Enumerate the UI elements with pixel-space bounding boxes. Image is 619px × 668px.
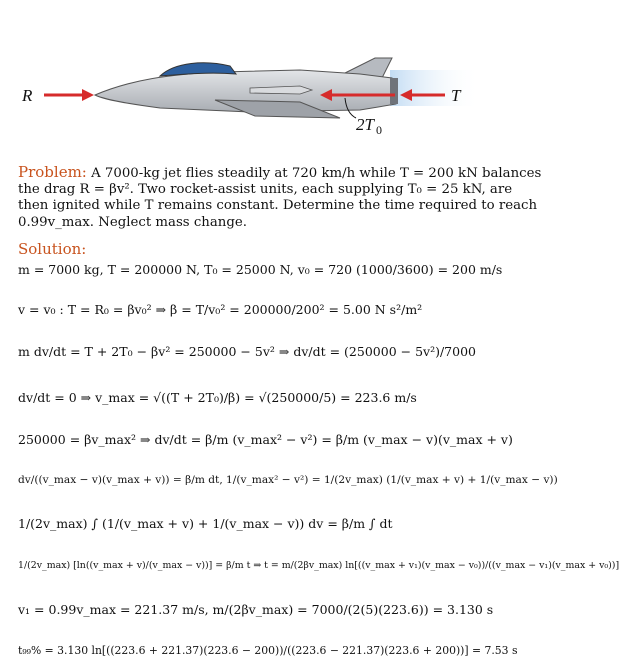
equation-1: m = 7000 kg, T = 200000 N, T₀ = 25000 N, v₀ = 720 (1000/3600) = 200 m/s [18, 262, 503, 277]
equation-2: v = v₀ : T = R₀ = βv₀² ⇒ β = T/v₀² = 200000/200² = 5.00 N s²/m² [18, 302, 423, 317]
problem-line-2: the drag R = βv². Two rocket-assist units, each supplying T₀ = 25 kN, are [18, 182, 513, 198]
equation-4: dv/dt = 0 ⇒ v_max = √((T + 2T₀)/β) = √(250000/5) = 223.6 m/s [18, 390, 417, 405]
label-2T0-sub: 0 [376, 123, 382, 137]
problem-line-4: 0.99v_max. Neglect mass change. [18, 214, 247, 230]
nozzle [390, 78, 398, 104]
equation-5: 250000 = βv_max² ⇒ dv/dt = β/m (v_max² − v²) = β/m (v_max − v)(v_max + v) [18, 432, 513, 447]
equation-6: dv/((v_max − v)(v_max + v)) = β/m dt, 1/(v_max² − v²) = 1/(2v_max) (1/(v_max + v) + 1/(v_max − v)) [18, 474, 558, 486]
label-R: R [22, 86, 33, 105]
jet-diagram [0, 0, 500, 160]
equation-10: t₉₉% = 3.130 ln[((223.6 + 221.37)(223.6 − 200))/((223.6 − 221.37)(223.6 + 200))] = 7.53 s [18, 644, 518, 657]
solution-heading: Solution: [18, 240, 87, 258]
label-2T0: 2T [356, 115, 374, 134]
label-T: T [451, 86, 461, 105]
equation-9: v₁ = 0.99v_max = 221.37 m/s, m/(2βv_max) = 7000/(2(5)(223.6)) = 3.130 s [18, 602, 494, 617]
exhaust-plume [390, 70, 480, 106]
equation-7: 1/(2v_max) ∫ (1/(v_max + v) + 1/(v_max − v)) dv = β/m ∫ dt [18, 516, 393, 531]
equation-3: m dv/dt = T + 2T₀ − βv² = 250000 − 5v² ⇒ dv/dt = (250000 − 5v²)/7000 [18, 344, 476, 359]
problem-statement [18, 163, 542, 231]
jet-figure [0, 0, 500, 160]
problem-line-1: Problem: A 7000-kg jet flies steadily at 720 km/h while T = 200 kN balances [18, 163, 542, 181]
drag-arrow-head [82, 89, 94, 101]
problem-heading: Problem: [18, 163, 87, 181]
equation-8: 1/(2v_max) [ln((v_max + v)/(v_max − v))] = β/m t ⇒ t = m/(2βv_max) ln[((v_max + v₁)(v_max − v₀))/((v_max − v₁)(v_max + v₀))] [18, 560, 619, 571]
problem-line-3: then ignited while T remains constant. Determine the time required to reach [18, 198, 538, 214]
